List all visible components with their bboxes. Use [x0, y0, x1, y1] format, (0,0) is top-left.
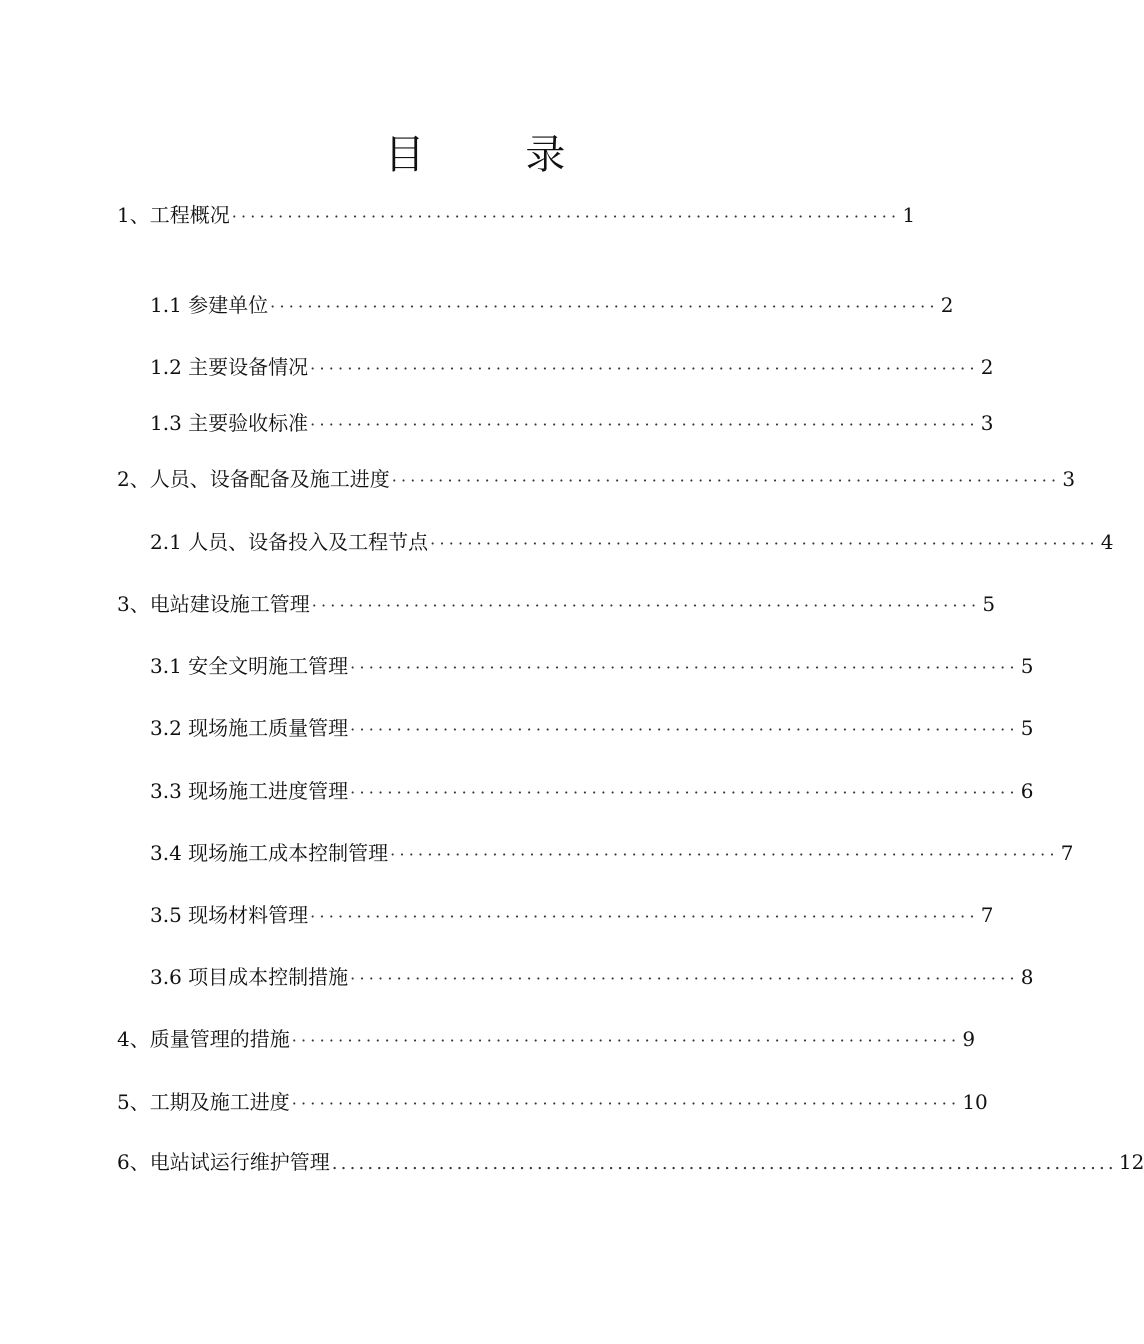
toc-entry[interactable] [150, 408, 994, 440]
toc-entry-label: 3.5 现场材料管理 [150, 903, 309, 927]
toc-entry[interactable] [117, 200, 916, 232]
toc-entry-page: 12 [1118, 1150, 1144, 1174]
toc-dot-leader: ········································································ [311, 596, 981, 615]
toc-dot-leader: ........................................................................................ [331, 1153, 1117, 1174]
toc-entry-page: 7 [980, 903, 994, 927]
toc-entry-page: 5 [1020, 654, 1034, 678]
toc-dot-leader: ········································································ [350, 658, 1019, 677]
toc-entry-label: 3.6 项目成本控制措施 [150, 965, 349, 989]
toc-entry[interactable] [150, 527, 1114, 559]
toc-entry-page: 5 [982, 592, 996, 616]
toc-entry-page: 9 [962, 1027, 976, 1051]
toc-entry-page: 2 [980, 355, 994, 379]
toc-entry[interactable] [150, 352, 994, 384]
toc-dot-leader: ········································································ [390, 845, 1059, 864]
toc-entry-page: 6 [1020, 779, 1034, 803]
toc-entry-page: 2 [940, 293, 954, 317]
toc-entry[interactable] [117, 1087, 988, 1119]
toc-entry-label: 5、工期及施工进度 [117, 1090, 290, 1114]
toc-dot-leader: ········································································ [430, 534, 1099, 553]
toc-dot-leader: ········································································ [291, 1031, 961, 1050]
toc-entry-page: 7 [1060, 841, 1074, 865]
toc-entry[interactable] [117, 464, 1076, 496]
toc-dot-leader: ········································································ [350, 720, 1019, 739]
toc-entry-page: 8 [1020, 965, 1034, 989]
toc-entry-page: 5 [1020, 716, 1034, 740]
toc-entry[interactable] [117, 589, 996, 621]
page-title: 目 录 [384, 132, 610, 178]
toc-dot-leader: ········································································ [350, 969, 1019, 988]
toc-entry[interactable] [150, 962, 1034, 994]
toc-dot-leader: ········································································ [231, 207, 901, 226]
toc-entry-label: 3、电站建设施工管理 [117, 592, 310, 616]
toc-entry[interactable] [150, 900, 994, 932]
toc-entry-page: 10 [962, 1090, 988, 1114]
toc-entry-label: 1.1 参建单位 [150, 293, 269, 317]
toc-entry-label: 3.4 现场施工成本控制管理 [150, 841, 389, 865]
toc-entry-label: 2.1 人员、设备投入及工程节点 [150, 530, 429, 554]
toc-dot-leader: ········································································ [270, 297, 939, 316]
toc-dot-leader: ········································································ [310, 359, 979, 378]
toc-dot-leader: ········································································ [391, 471, 1061, 490]
toc-entry[interactable] [150, 290, 954, 322]
toc-entry[interactable] [150, 776, 1034, 808]
toc-entry[interactable] [117, 1147, 1144, 1179]
toc-entry-label: 4、质量管理的措施 [117, 1027, 290, 1051]
toc-entry-page: 3 [980, 411, 994, 435]
toc-dot-leader: ········································································ [291, 1094, 961, 1113]
toc-entry[interactable] [150, 651, 1034, 683]
toc-entry-page: 4 [1100, 530, 1114, 554]
toc-entry-page: 1 [902, 203, 916, 227]
toc-entry[interactable] [150, 838, 1074, 870]
toc-entry-label: 1.3 主要验收标准 [150, 411, 309, 435]
toc-entry[interactable] [117, 1024, 976, 1056]
toc-entry-label: 1.2 主要设备情况 [150, 355, 309, 379]
toc-entry-label: 3.3 现场施工进度管理 [150, 779, 349, 803]
toc-dot-leader: ········································································ [310, 907, 979, 926]
toc-dot-leader: ········································································ [310, 415, 979, 434]
toc-entry-label: 3.2 现场施工质量管理 [150, 716, 349, 740]
toc-entry[interactable] [150, 713, 1034, 745]
toc-entry-label: 3.1 安全文明施工管理 [150, 654, 349, 678]
toc-entry-label: 2、人员、设备配备及施工进度 [117, 467, 390, 491]
toc-entry-page: 3 [1062, 467, 1076, 491]
toc-dot-leader: ········································································ [350, 783, 1019, 802]
toc-entry-label: 1、工程概况 [117, 203, 230, 227]
toc-entry-label: 6、电站试运行维护管理 [117, 1150, 330, 1174]
